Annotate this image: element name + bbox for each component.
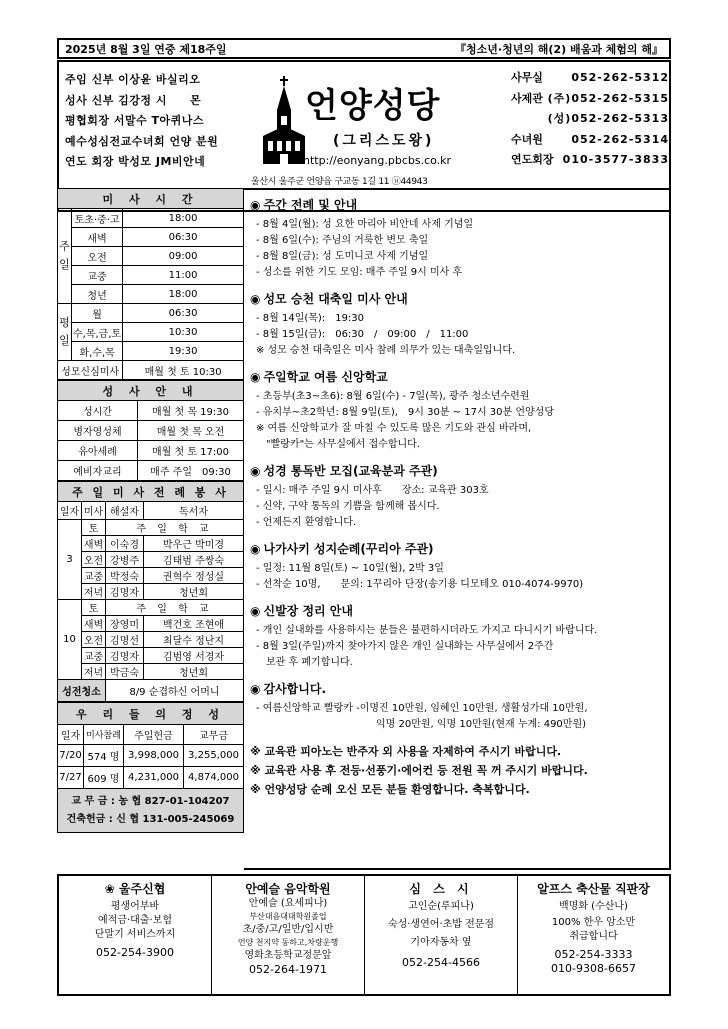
left-column: [57, 188, 244, 833]
notice-line: - 여름신앙학교 빨랑카 -이명진 10만원, 임혜인 10만원, 생활성가대 10만원,: [256, 703, 588, 714]
contact-row: [511, 130, 671, 151]
contact-label: 사무실: [511, 71, 543, 84]
ad-line: 숙성·생연어·초밥 전문점: [387, 919, 495, 930]
notice-line: - 초등부(초3~초6): 8월 6일(수) - 7일(목), 광주 청소년수련원: [256, 391, 530, 402]
notice-title: ◉ 나가사키 성지순례(꾸리아 주관): [250, 542, 434, 556]
ad-title: 심 스 시: [409, 882, 473, 896]
sacrament-time: 매월 첫 목 19:30: [138, 401, 244, 421]
sacrament-name: 유아세례: [58, 441, 138, 461]
offering-col: 주일헌금: [124, 725, 184, 745]
staff-item: 연도 회장 박성모 JM비안네: [65, 155, 206, 168]
bullet-icon: ◉: [250, 682, 261, 696]
service-mass: 교중: [82, 568, 106, 584]
contact-label: 수녀원: [511, 132, 543, 146]
notice-line: "빨랑카"는 사무실에서 접수합니다.: [256, 439, 420, 450]
service-mass: 새벽: [82, 536, 106, 552]
offering-col: 교무금: [184, 725, 244, 745]
service-commentator: 김명자: [106, 584, 144, 600]
mass-name: 교중: [72, 266, 123, 285]
sunday-label: 주 일: [58, 209, 72, 304]
ad-line: 영화초등학교정문앞: [244, 950, 332, 961]
contact-row: [511, 89, 671, 110]
mass-time: 11:00: [123, 266, 244, 285]
service-group: 주 일 학 교: [106, 520, 244, 536]
ad-line: 평생어부바: [110, 901, 160, 912]
ad-line: 예적금·대출·보험: [98, 915, 172, 926]
service-mass: 교중: [82, 648, 106, 664]
bullet-icon: ◉: [250, 542, 261, 556]
bulletin-date: 2025년 8월 3일 연중 제18주일: [65, 42, 227, 56]
mass-time: 18:00: [123, 285, 244, 304]
mass-time: 06:30: [123, 304, 244, 323]
dues-account: 교 무 금 : 농 협 827-01-104207: [71, 795, 230, 807]
service-reader: 백건호 조현애: [144, 616, 244, 632]
service-reader: 권혁수 정성실: [144, 568, 244, 584]
sacrament-name: 병자영성체: [58, 421, 138, 441]
ad-line: 안예슬 (요세피나): [248, 898, 328, 909]
bullet-icon: ◉: [250, 604, 261, 618]
ad-phone: 052-254-3333: [554, 948, 633, 961]
service-mass: 토: [82, 520, 106, 536]
notice-line: ※ 성모 승천 대축일은 미사 참례 의무가 있는 대축일입니다.: [256, 345, 516, 356]
building-account: 건축헌금 : 신 협 131-005-245069: [66, 813, 235, 825]
notice-line: - 선착순 10명, 문의: 1꾸리아 단장(송기용 디모테오 010-4074-9970): [256, 579, 584, 590]
notice-line: - 8월 3일(주일)까지 찾아가지 않은 개인 실내화는 사무실에서 2주간: [256, 641, 554, 652]
notice-line: - 언제든지 환영합니다.: [256, 517, 357, 528]
notice-line: - 8월 4일(월): 성 요한 마리아 비안네 사제 기념일: [256, 219, 474, 230]
ad-footer: [57, 874, 671, 996]
mass-name: 새벽: [72, 228, 123, 247]
staff-item: 예수성심전교수녀회 언양 분원: [65, 134, 219, 148]
service-reader: 청년회: [144, 584, 244, 600]
ad-box: [365, 876, 518, 994]
sacrament-time: 매월 첫 목 오전: [138, 421, 244, 441]
ad-phone: 052-264-1971: [249, 963, 327, 976]
church-website[interactable]: http://eonyang.pbcbs.co.kr: [303, 154, 452, 167]
ad-phone: 010-9308-6657: [551, 962, 636, 975]
service-mass: 오전: [82, 552, 106, 568]
mass-schedule-table: [57, 188, 244, 380]
contact-value: (주)052-262-5315: [547, 91, 669, 105]
mass-schedule-title: 미 사 시 간: [58, 189, 244, 209]
service-commentator: 강병주: [106, 552, 144, 568]
service-col: 독서자: [144, 502, 244, 520]
notice-line: - 8월 6일(수): 주님의 거룩한 변모 축일: [256, 235, 429, 246]
offering-col: 일자: [58, 725, 84, 745]
notice-line: - 개인 실내화를 사용하시는 분들은 불편하시더라도 가지고 다니시기 바랍니다.: [256, 625, 598, 636]
cleaning-value: 8/9 순겹하신 어머니: [106, 680, 244, 702]
notice-section: [250, 540, 665, 593]
sacrament-time: 매주 주일 09:30: [138, 461, 244, 481]
service-day: 10: [58, 600, 82, 680]
church-name: 언양성당: [305, 86, 441, 126]
service-mass: 저녁: [82, 584, 106, 600]
service-col: 일자: [58, 502, 82, 520]
notice-line: - 성소를 위한 기도 모임: 매주 주일 9시 미사 후: [256, 267, 463, 278]
year-motto: 『청소년·청년의 해(2) 배움과 체험의 해』: [455, 42, 663, 56]
notice-section: [250, 462, 665, 531]
contact-list: [511, 68, 671, 171]
mass-time: 매월 첫 토 10:30: [123, 361, 244, 380]
notice-line: - 8월 8일(금): 성 도미니코 사제 기념일: [256, 251, 429, 262]
ad-line: 초/중/고/일반/입시반: [242, 924, 334, 935]
mass-name: 수,목,금,토: [72, 323, 123, 342]
notice-line: - 일시: 매주 주일 9시 미사후 장소: 교육관 303호: [256, 485, 489, 496]
bullet-icon: ◉: [250, 464, 261, 478]
ad-title: 안예슬 음악학원: [245, 882, 331, 896]
ad-line: 취급합니다: [569, 931, 618, 942]
ad-line: 언양 천지약 동하고,차량운행: [237, 938, 339, 947]
contact-label: [511, 109, 548, 130]
notices-column: [244, 188, 671, 870]
mass-name: 월: [72, 304, 123, 323]
service-day: 3: [58, 520, 82, 600]
offering-dues: 3,255,000: [184, 745, 244, 767]
ad-line: 고인순(루피나): [408, 901, 474, 912]
contact-value: (성)052-262-5313: [547, 112, 669, 125]
offering-attendance: 574 명: [84, 745, 124, 767]
church-address: 울산시 울주군 언양읍 구교동 1길 11 ⓤ44943: [251, 177, 428, 187]
sacrament-name: 예비자교리: [58, 461, 138, 481]
contact-value: 052-262-5312: [571, 71, 669, 84]
sacrament-name: 성시간: [58, 401, 138, 421]
notice-line: - 8월 15일(금): 06:30 / 09:00 / 11:00: [256, 329, 469, 340]
sacrament-title: 성 사 안 내: [58, 381, 244, 401]
mass-time: 19:30: [123, 342, 244, 361]
mass-name: 오전: [72, 247, 123, 266]
mass-name: 화,수,목: [72, 342, 123, 361]
notice-line: 익명 20만원, 익명 10만원(현재 누계: 490만원): [256, 719, 587, 730]
notice-title: ◉ 주간 전례 및 안내: [250, 198, 358, 212]
service-commentator: 김명자: [106, 648, 144, 664]
service-group: 주 일 학 교: [106, 600, 244, 616]
offering-table: [57, 702, 244, 833]
notice-title: ◉ 주일학교 여름 신앙학교: [250, 370, 388, 384]
offering-sunday: 4,231,000: [124, 767, 184, 789]
notice-section: [250, 290, 665, 359]
ad-box: [212, 876, 365, 994]
notice-section: [250, 196, 665, 281]
contact-row: [511, 150, 671, 171]
offering-sunday: 3,998,000: [124, 745, 184, 767]
bulletin-sheet: [57, 38, 671, 996]
mass-time: 06:30: [123, 228, 244, 247]
closing-notes: [250, 742, 665, 799]
service-title: 주 일 미 사 전 례 봉 사: [58, 482, 244, 502]
church-building-icon: [259, 76, 309, 166]
notice-line: ※ 여름 신앙학교가 잘 마칠 수 있도록 많은 기도와 관심 바라며,: [256, 423, 532, 434]
ad-line: 기아자동차 옆: [410, 937, 472, 948]
service-commentator: 이숙경: [106, 536, 144, 552]
notice-line: 보관 후 폐기합니다.: [256, 657, 353, 668]
mass-time: 10:30: [123, 323, 244, 342]
liturgy-service-table: [57, 481, 244, 702]
top-bar: [57, 38, 671, 59]
notice-title: ◉ 신발장 정리 안내: [250, 604, 353, 618]
service-reader: 김범영 서경자: [144, 648, 244, 664]
ad-phone: 052-254-4566: [402, 956, 480, 969]
notice-line: - 8월 14일(목): 19:30: [256, 313, 365, 324]
ad-phone: 052-254-3900: [96, 946, 174, 959]
contact-row: [511, 109, 671, 130]
service-commentator: 박금숙: [106, 664, 144, 680]
mass-name: 청년: [72, 285, 123, 304]
notice-line: - 유치부~초2학년: 8월 9일(토), 9시 30분 ~ 17시 30분 언양성당: [256, 407, 554, 418]
staff-item: 평협회장 서말수 T아퀴나스: [65, 114, 205, 127]
cleaning-label: 성전청소: [58, 680, 106, 702]
service-mass: 새벽: [82, 616, 106, 632]
offering-date: 7/27: [58, 767, 84, 789]
contact-value: 010-3577-3833: [562, 153, 669, 166]
notice-section: [250, 368, 665, 453]
service-reader: 청년회: [144, 664, 244, 680]
service-mass: 저녁: [82, 664, 106, 680]
notice-title: ◉ 감사합니다.: [250, 682, 327, 696]
contact-value: 052-262-5314: [571, 132, 669, 146]
service-commentator: 장영미: [106, 616, 144, 632]
ad-line: 100% 한우 암소만: [551, 917, 636, 928]
notice-section: [250, 602, 665, 671]
notice-line: - 신약, 구약 통독의 기쁨을 함께해 봅시다.: [256, 501, 440, 512]
offering-date: 7/20: [58, 745, 84, 767]
service-mass: 토: [82, 600, 106, 616]
ad-line: 백명화 (수산나): [559, 901, 628, 912]
contact-row: [511, 68, 671, 89]
ad-title: 알프스 축산물 직판장: [537, 882, 650, 896]
service-reader: 박우근 박미경: [144, 536, 244, 552]
offering-attendance: 609 명: [84, 767, 124, 789]
ad-box: [518, 876, 669, 994]
closing-note: ※ 교육관 피아노는 반주자 외 사용을 자제하여 주시기 바랍니다.: [250, 745, 562, 758]
bullet-icon: ◉: [250, 292, 261, 306]
service-commentator: 김명선: [106, 632, 144, 648]
sacrament-time: 매월 첫 토 17:00: [138, 441, 244, 461]
contact-label: 연도회장: [511, 153, 554, 166]
offering-col: 미사참례: [84, 725, 124, 745]
staff-item: 성사 신부 김강정 시 몬: [65, 93, 202, 107]
service-col: 미사: [82, 502, 106, 520]
bullet-icon: ◉: [250, 370, 261, 384]
staff-item: 주임 신부 이상윤 바실리오: [65, 73, 201, 86]
credit-union-logo-icon: ❀: [104, 882, 119, 896]
ad-box: [59, 876, 212, 994]
notice-line: - 일정: 11월 8일(토) ~ 10일(월), 2박 3일: [256, 563, 444, 574]
staff-list: [65, 70, 255, 173]
offering-dues: 4,874,000: [184, 767, 244, 789]
sacrament-table: [57, 380, 244, 481]
notice-section: [250, 680, 665, 733]
mass-time: 09:00: [123, 247, 244, 266]
service-mass: 오전: [82, 632, 106, 648]
service-reader: 최달수 정난지: [144, 632, 244, 648]
church-patron: (그리스도왕): [333, 133, 435, 149]
bullet-icon: ◉: [250, 198, 261, 212]
bank-accounts: [58, 789, 244, 833]
ad-line: 부산대음대대학원졸업: [249, 912, 327, 921]
ad-title: ❀ 울주신협: [104, 882, 166, 896]
notice-title: ◉ 성경 통독반 모집(교육분과 주관): [250, 464, 438, 478]
contact-label: 사제관: [511, 91, 543, 105]
offering-title: 우 리 들 의 정 성: [58, 703, 244, 725]
notice-title: ◉ 성모 승천 대축일 미사 안내: [250, 292, 408, 306]
closing-note: ※ 언양성당 순례 오신 모든 분들 환영합니다. 축복합니다.: [250, 783, 530, 796]
mass-time: 18:00: [123, 209, 244, 228]
service-col: 해설자: [106, 502, 144, 520]
ad-line: 단말기 서비스까지: [94, 929, 176, 940]
service-reader: 김태범 주쌍숙: [144, 552, 244, 568]
mass-name: 성모신심미사: [58, 361, 123, 380]
service-commentator: 박정숙: [106, 568, 144, 584]
closing-note: ※ 교육관 사용 후 전등·선풍기·에어컨 등 전원 꼭 꺼 주시기 바랍니다.: [250, 764, 588, 777]
weekday-label: 평 일: [58, 304, 72, 361]
mass-name: 토초·중·고: [72, 209, 123, 228]
